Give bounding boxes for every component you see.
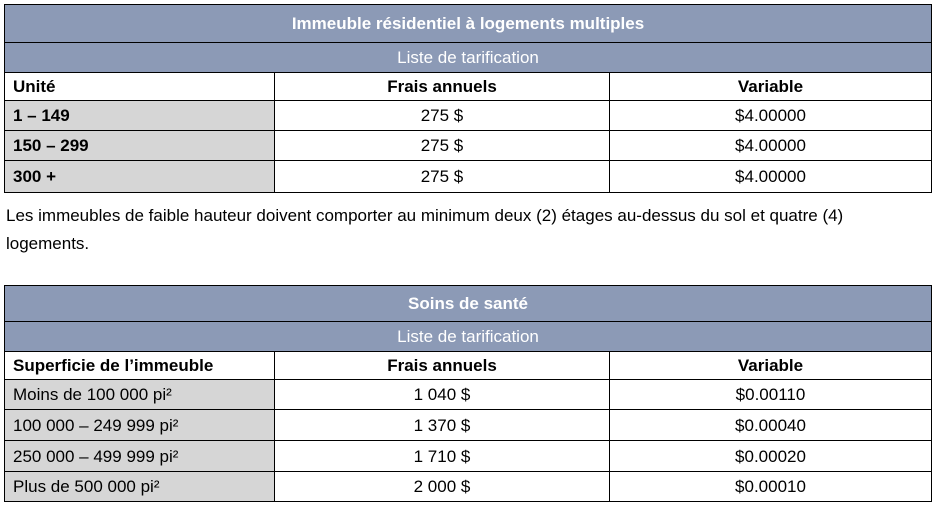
table-row	[5, 410, 932, 441]
annual-fee-cell: 1 710 $	[275, 441, 610, 472]
column-header-building-area: Superficie de l’immeuble	[5, 352, 275, 380]
variable-cell: $4.00000	[610, 131, 932, 161]
annual-fee-cell: 1 370 $	[275, 410, 610, 441]
annual-fee-cell: 275 $	[275, 131, 610, 161]
variable-cell: $4.00000	[610, 101, 932, 131]
variable-cell: $4.00000	[610, 161, 932, 193]
unit-range-cell: 300 +	[5, 161, 275, 193]
column-header-variable: Variable	[610, 73, 932, 101]
low-rise-note: Les immeubles de faible hauteur doivent comporter au minimum deux (2) étages au-dessus du sol et quatre (4) logements.	[6, 206, 844, 253]
variable-cell: $0.00110	[610, 380, 932, 410]
annual-fee-cell: 275 $	[275, 161, 610, 193]
table-title: Soins de santé	[5, 286, 932, 322]
annual-fee-cell: 2 000 $	[275, 472, 610, 502]
annual-fee-cell: 1 040 $	[275, 380, 610, 410]
table-title: Immeuble résidentiel à logements multiples	[5, 5, 932, 43]
variable-cell: $0.00010	[610, 472, 932, 502]
table-subtitle: Liste de tarification	[5, 43, 932, 73]
table-row	[5, 131, 932, 161]
column-header-unit: Unité	[5, 73, 275, 101]
area-range-cell: 100 000 – 249 999 pi²	[5, 410, 275, 441]
table-row	[5, 101, 932, 131]
table-row	[5, 441, 932, 472]
variable-cell: $0.00020	[610, 441, 932, 472]
column-header-annual-fee: Frais annuels	[275, 73, 610, 101]
residential-tariff-table	[4, 4, 932, 193]
unit-range-cell: 150 – 299	[5, 131, 275, 161]
annual-fee-cell: 275 $	[275, 101, 610, 131]
column-header-annual-fee: Frais annuels	[275, 352, 610, 380]
unit-range-cell: 1 – 149	[5, 101, 275, 131]
area-range-cell: 250 000 – 499 999 pi²	[5, 441, 275, 472]
table-row	[5, 472, 932, 502]
area-range-cell: Plus de 500 000 pi²	[5, 472, 275, 502]
table-row	[5, 161, 932, 193]
area-range-cell: Moins de 100 000 pi²	[5, 380, 275, 410]
healthcare-tariff-table	[4, 285, 932, 502]
column-header-variable: Variable	[610, 352, 932, 380]
table-row	[5, 380, 932, 410]
table-subtitle: Liste de tarification	[5, 322, 932, 352]
variable-cell: $0.00040	[610, 410, 932, 441]
